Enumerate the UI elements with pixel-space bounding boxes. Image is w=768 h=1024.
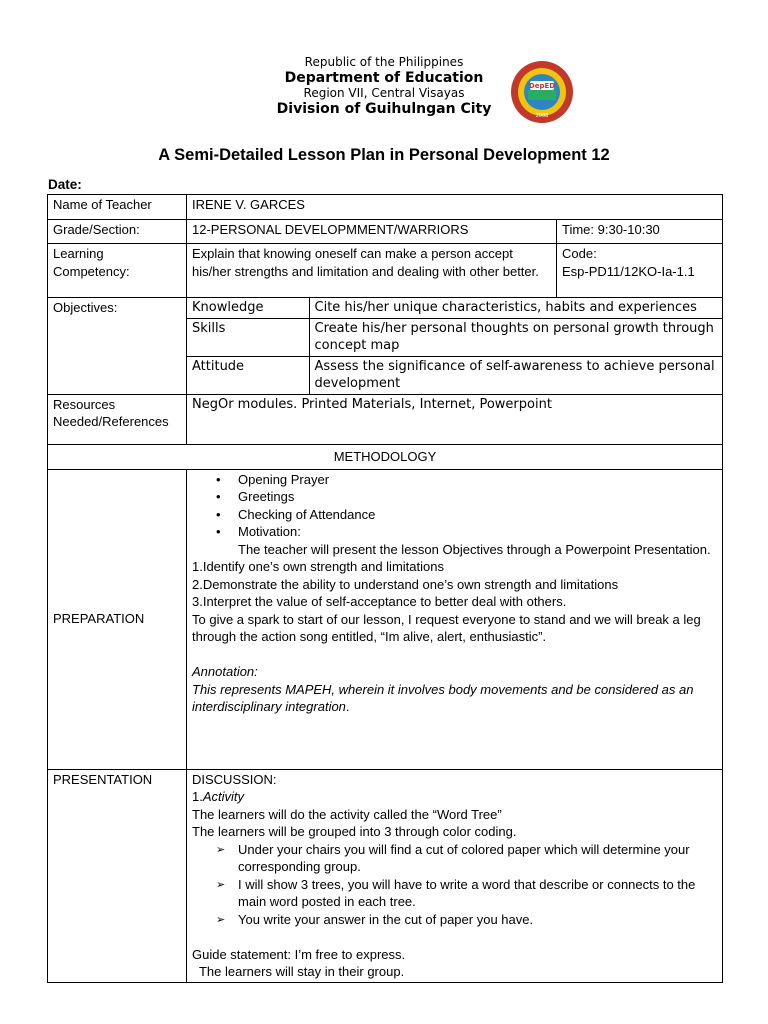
seal-text: DepED: [528, 82, 556, 90]
grade-label: Grade/Section:: [48, 220, 187, 244]
preparation-row: [48, 469, 723, 769]
activity-line: The learners will do the activity called the “Word Tree”: [192, 806, 502, 822]
annotation-period: .: [345, 699, 350, 714]
code-label: Code:: [562, 246, 597, 261]
time-value: Time: 9:30-10:30: [557, 220, 723, 244]
objective-step: 1.Identify one’s own strength and limitations: [192, 559, 444, 574]
annotation-label: Annotation:: [192, 664, 258, 679]
objectives-row: [48, 298, 723, 395]
spark-text: To give a spark to start of our lesson, I request everyone to stand and we will break a leg through the action song entitled, “Im alive, alert, enthusiastic”.: [192, 611, 701, 644]
list-item: • Checking of Attendance: [238, 506, 717, 524]
objective-domain: Skills: [187, 318, 309, 356]
activity-steps: [192, 841, 717, 929]
competency-row: [48, 244, 723, 298]
competency-value: Explain that knowing oneself can make a person accept his/her strengths and limitation and dealing with other better.: [187, 244, 557, 298]
methodology-heading: METHODOLOGY: [48, 444, 723, 469]
objectives-table: [187, 298, 722, 394]
presentation-label: PRESENTATION: [48, 769, 187, 982]
preparation-bullets: [192, 471, 717, 541]
grade-value: 12-PERSONAL DEVELOPMMENT/WARRIORS: [187, 220, 557, 244]
preparation-content: [187, 469, 723, 769]
list-item: ➢ You write your answer in the cut of paper you have.: [238, 911, 717, 929]
list-item: ➢ Under your chairs you will find a cut of colored paper which will determine your corresponding group.: [238, 841, 717, 876]
objective-text: Create his/her personal thoughts on personal growth through concept map: [309, 318, 722, 356]
competency-label: Learning Competency:: [48, 244, 187, 298]
date-label: Date:: [48, 177, 82, 192]
seal-year: 2008: [535, 113, 549, 119]
code-cell: [557, 244, 723, 298]
activity-heading: [192, 788, 717, 806]
lesson-plan-table: [47, 194, 723, 983]
objective-text: Assess the significance of self-awareness to achieve personal development: [309, 356, 722, 394]
list-item: • Greetings: [238, 488, 717, 506]
objectives-cell: [187, 298, 723, 395]
grade-row: [48, 220, 723, 244]
lesson-plan-title: A Semi-Detailed Lesson Plan in Personal Development 12: [158, 146, 610, 164]
teacher-value: IRENE V. GARCES: [187, 195, 723, 220]
teacher-label: Name of Teacher: [48, 195, 187, 220]
republic-line: Republic of the Philippines: [304, 55, 464, 69]
list-item: ➢ I will show 3 trees, you will have to write a word that describe or connects to the main word posted in each tree.: [238, 876, 717, 911]
department-line: Department of Education: [284, 69, 484, 86]
preparation-label: PREPARATION: [48, 469, 187, 769]
activity-line: The learners will be grouped into 3 through color coding.: [192, 824, 517, 839]
activity-title: Activity: [202, 789, 245, 804]
objective-step: 2.Demonstrate the ability to understand one’s own strength and limitations: [192, 576, 619, 592]
objective-text: Cite his/her unique characteristics, habits and experiences: [309, 298, 722, 318]
presentation-row: [48, 769, 723, 982]
methodology-row: [48, 444, 723, 469]
division-seal-icon: [510, 60, 574, 124]
objective-domain: Knowledge: [187, 298, 309, 318]
guide-statement: Guide statement: I’m free to express.: [192, 946, 406, 962]
list-item: • Motivation:: [238, 523, 717, 541]
discussion-heading: DISCUSSION:: [192, 771, 277, 787]
letterhead: [0, 55, 768, 117]
annotation-paragraph: [192, 681, 717, 716]
objective-row: [187, 318, 722, 356]
resources-row: [48, 394, 723, 444]
resources-label: Resources Needed/References: [48, 394, 187, 444]
objective-row: [187, 356, 722, 394]
objectives-label: Objectives:: [48, 298, 187, 395]
teacher-row: [48, 195, 723, 220]
group-statement: The learners will stay in their group.: [192, 964, 405, 979]
code-value: Esp-PD11/12KO-Ia-1.1: [562, 263, 695, 279]
objective-row: [187, 298, 722, 318]
region-line: Region VII, Central Visayas: [303, 86, 465, 100]
objective-domain: Attitude: [187, 356, 309, 394]
division-line: Division of Guihulngan City: [276, 100, 492, 117]
activity-number: 1.: [192, 789, 203, 804]
list-item: • Opening Prayer: [238, 471, 717, 489]
resources-value: NegOr modules. Printed Materials, Internet, Powerpoint: [187, 394, 723, 444]
motivation-text: The teacher will present the lesson Objectives through a Powerpoint Presentation.: [238, 541, 711, 557]
presentation-content: [187, 769, 723, 982]
annotation-text: This represents MAPEH, wherein it involves body movements and be considered as an interdisciplinary integration: [192, 681, 694, 714]
objective-step: 3.Interpret the value of self-acceptance to better deal with others.: [192, 594, 567, 609]
